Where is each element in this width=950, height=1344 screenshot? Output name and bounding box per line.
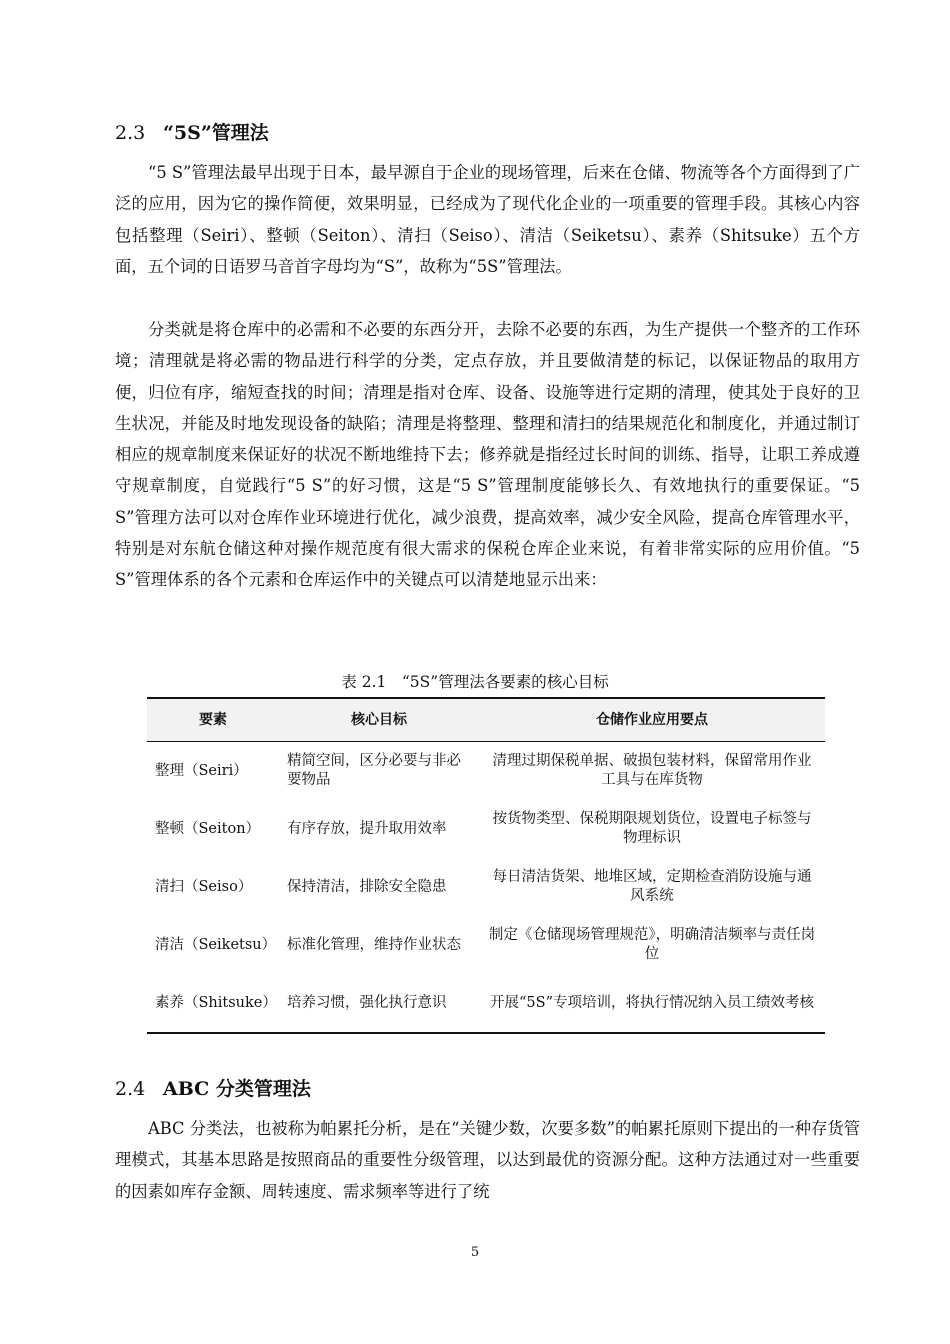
cell-core-goal: 培养习惯，强化执行意识 [287,994,447,1011]
section-heading-2-4 [115,1074,311,1101]
table-row [147,800,825,858]
cell-core-goal: 保持清洁，排除安全隐患 [287,878,447,895]
cell-application: 每日清洁货架、地堆区域，定期检查消防设施与通风系统 [492,869,812,904]
cell-element: 素养（Shitsuke） [155,994,277,1011]
section-number: 2.4 [115,1078,146,1100]
page-number: 5 [470,1245,480,1260]
section-heading-2-3 [115,118,269,145]
cell-core-goal: 标准化管理，维持作业状态 [287,936,461,953]
cell-element: 整理（Seiri） [155,762,248,779]
5s-elements-table [147,697,825,1034]
table-row [147,974,825,1033]
header-core-goal: 核心目标 [279,698,479,742]
section-title: “5S”管理法 [163,122,269,144]
cell-core-goal: 精简空间，区分必要与非必要物品 [287,753,461,788]
paragraph-5s-intro: “5 S”管理法最早出现于日本，最早源自于企业的现场管理，后来在仓储、物流等各个方面得到了广泛的应用，因为它的操作简便，效果明显，已经成为了现代化企业的一项重要的管理手段。其核心内容包括整理（Seiri）、整顿（Seiton）、清扫（Seiso）、清洁（Seiketsu）、素养（Shitsuke）五个方面，五个词的日语罗马音首字母均为“S”，故称为“5S”管理法。 [115,163,860,276]
table-row [147,858,825,916]
section-number: 2.3 [115,122,146,144]
table-caption: 表 2.1 “5S”管理法各要素的核心目标 [341,673,609,691]
cell-application: 按货物类型、保税期限规划货位，设置电子标签与物理标识 [492,811,812,846]
cell-element: 整顿（Seiton） [155,820,261,837]
table-row [147,916,825,974]
cell-core-goal: 有序存放，提升取用效率 [287,820,447,837]
cell-element: 清扫（Seiso） [155,878,253,895]
table-row [147,742,825,801]
header-application: 仓储作业应用要点 [479,698,825,742]
paragraph-abc-intro: ABC 分类法，也被称为帕累托分析，是在“关键少数，次要多数”的帕累托原则下提出的一种存货管理模式，其基本思路是按照商品的重要性分级管理，以达到最优的资源分配。这种方法通过对一些重要的因素如库存金额、周转速度、需求频率等进行了统 [115,1119,860,1201]
cell-application: 清理过期保税单据、破损包装材料，保留常用作业工具与在库货物 [492,753,812,788]
cell-application: 开展“5S”专项培训，将执行情况纳入员工绩效考核 [490,994,814,1011]
section-title: ABC 分类管理法 [163,1078,311,1100]
paragraph-5s-details: 分类就是将仓库中的必需和不必要的东西分开，去除不必要的东西，为生产提供一个整齐的工作环境；清理就是将必需的物品进行科学的分类，定点存放，并且要做清楚的标记，以保证物品的取用方便，归位有序，缩短查找的时间；清理是指对仓库、设备、设施等进行定期的清理，使其处于良好的卫生状况，并能及时地发现设备的缺陷；清理是将整理、整理和清扫的结果规范化和制度化，并通过制订相应的规章制度来保证好的状况不断地维持下去；修养就是指经过长时间的训练、指导，让职工养成遵守规章制度，自觉践行“5 S”的好习惯，这是“5 S”管理制度能够长久、有效地执行的重要保证。“5 S”管理方法可以对仓库作业环境进行优化，减少浪费，提高效率，减少安全风险，提高仓库管理水平，特别是对东航仓储这种对操作规范度有很大需求的保税仓库企业来说，有着非常实际的应用价值。“5 S”管理体系的各个元素和仓库运作中的关键点可以清楚地显示出来： [115,320,860,590]
cell-element: 清洁（Seiketsu） [155,936,277,953]
table-header-row [147,698,825,742]
cell-application: 制定《仓储现场管理规范》，明确清洁频率与责任岗位 [488,927,816,962]
header-element: 要素 [147,698,279,742]
